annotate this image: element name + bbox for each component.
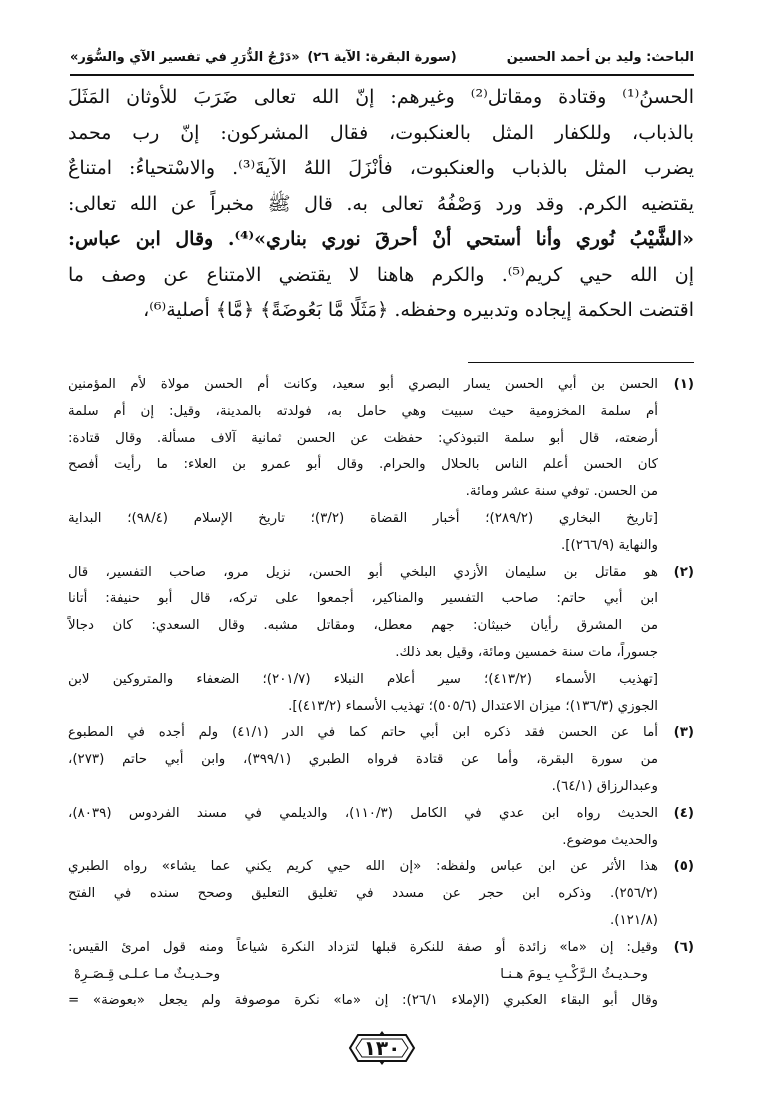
running-header [70,44,694,76]
main-text [68,80,694,329]
main-line: الحسنُ⁽¹⁾ وقتادة ومقاتل⁽²⁾ وغيرهم: إنّ الله تعالى ضَرَبَ للأوثان المَثَلَ [68,86,694,108]
footnote-line: [تاريخ البخاري (٢٨٩/٢)؛ أخبار القضاة (٣/٢)؛ تاريخ الإسلام (٩٨/٤)؛ البداية [68,510,658,526]
footnote-line: الجوزي (١٣٦/٣)؛ ميزان الاعتدال (٥٠٥/٦)؛ تهذيب الأسماء (٤١٣/٢)]. [288,698,658,714]
poem-hemistich-second: وحـديـثٌ مـا عـلـى قِـصَـرِهْ [74,966,221,982]
header-surah: (سورة البقرة: الآية ٢٦) [307,50,457,65]
main-line: إن الله حيي كريم⁽⁵⁾. والكرم هاهنا لا يقتضي الامتناع عن وصف ما [68,263,695,286]
footnote-line: جسوراً، مات سنة خمسين ومائة، وقيل بعد ذلك. [395,644,658,660]
footnote-line: الحسن بن أبي الحسن يسار البصري أبو سعيد، وكانت أم الحسن مولاة لأم المؤمنين [68,377,658,392]
footnote-line: من المشرق رأيان خبيثان: جهم معطل، ومقاتل مشبه. وقال السعدي: كان دجالاً [68,618,658,634]
footnote-6 [68,935,694,1015]
footnote-4 [68,801,694,855]
footnote-number: (١) [673,377,694,392]
page-number: ١٣٠ [363,1036,401,1060]
footnote-line: أرضعته، قال أبو سلمة التبوذكي: حفظت عن الحسن ثمانية آلاف مسألة. وقال قتادة: [68,430,658,446]
footnote-line: كان الحسن أعلم الناس بالحلال والحرام. وقال أبو عمرو بن العلاء: ما رأيت أفصح [68,457,658,473]
footnote-line: [تهذيب الأسماء (٤١٣/٢)؛ سير أعلام النبلاء (٢٠١/٧)؛ الضعفاء والمتروكين لابن [68,671,659,687]
footnote-number: (٣) [673,725,694,741]
footnote-number: (٥) [673,859,694,875]
main-line: يضرب المثل بالذباب والعنكبوت، فأنْزَلَ اللهُ الآيةَ⁽³⁾. والاسْتحياءُ: امتناعٌ [68,157,694,179]
footnote-line: الحديث رواه ابن عدي في الكامل (١١٠/٣)، والديلمي في مسند الفردوس (٨٠٣٩)، [68,805,658,821]
footnote-line: هو مقاتل بن سليمان الأزدي البلخي أبو الحسن، نزيل مرو، صاحب التفسير، قال [68,564,658,580]
footnote-line: وقال أبو البقاء العكبري (الإملاء ٢٦/١): إن «ما» نكرة موصوفة ولم يجعل «بعوضة» = [68,993,659,1009]
footnote-line: والحديث موضوع. [562,832,658,848]
footnote-1 [68,372,694,560]
footnote-5 [68,854,694,934]
footnote-line: (٢٥٦/٢). وذكره ابن حجر عن مسدد في تغليق التعليق وصحح سنده في الفتح [68,886,658,902]
main-line: يقتضيه الكرم. وقد ورد وَصْفُهُ تعالى به. قال ﷺ مخبراً عن الله تعالى: [68,192,694,215]
footnote-line: أم سلمة المخزومية حيث سبيت وهي حامل به، فولدته بالمدينة، وقيل: إن أم سلمة [68,403,658,419]
header-author: الباحث: وليد بن أحمد الحسين [506,50,694,65]
footnote-number: (٤) [673,805,694,821]
page-number-ornament [348,1031,416,1065]
footnote-line: (١٢١/٨). [610,912,658,928]
footnote-3 [68,720,694,800]
footnote-line: وعبدالرزاق (٦٤/١). [551,778,658,794]
footnote-line: أما عن الحسن فقد ذكره ابن أبي حاتم كما في الدر (٤١/١) ولم أجده في المطبوع [68,725,658,741]
footnote-separator [468,362,694,363]
footnote-line: من الحسن. توفي سنة عشر ومائة. [465,484,658,500]
footnotes [68,372,694,1015]
footnote-2 [68,560,694,721]
header-book-title: «دَرْجُ الدُّرَرِ في تفسير الآي والسُّوَر» [70,50,300,65]
footnote-line: والنهاية (٢٦٦/٩)]. [561,537,658,553]
footnote-line: وقيل: إن «ما» زائدة أو صفة للنكرة قبلها لتزداد النكرة شياعاً ومنه قول امرئ القيس: [68,939,658,955]
main-line: «الشَّيْبُ نُوري وأنا أستحي أنْ أحرقَ نوري بناري»⁽⁴⁾. وقال ابن عباس: [68,228,694,250]
footnote-line: هذا الأثر عن ابن عباس ولفظه: «إن الله حيي كريم يكني عما يشاء» رواه الطبري [68,859,658,875]
footnote-number: (٢) [673,564,694,580]
poem-hemistich-first: وحـديـثُ الـرَّكْـبِ يـومَ هـنـا [500,966,648,982]
poem-verse [68,962,658,989]
main-line: اقتضت الحكمة إيجاده وتدبيره وحفظه. ﴿مَثَلًا مَّا بَعُوضَةً﴾ ﴿مَّا﴾ أصلية⁽⁶⁾، [143,299,694,321]
main-line: بالذباب، وللكفار المثل بالعنكبوت، فقال المشركون: إنّ رب محمد [68,121,694,144]
footnote-line: ابن أبي حاتم: صاحب التفسير والمناكير، أجمعوا على تركه، قال أبو حنيفة: أتانا [68,591,658,607]
footnote-number: (٦) [673,939,694,955]
footnote-line: من سورة البقرة، وأما عن قتادة فرواه الطبري (٣٩٩/١)، وابن أبي حاتم (٢٧٣)، [68,752,658,768]
